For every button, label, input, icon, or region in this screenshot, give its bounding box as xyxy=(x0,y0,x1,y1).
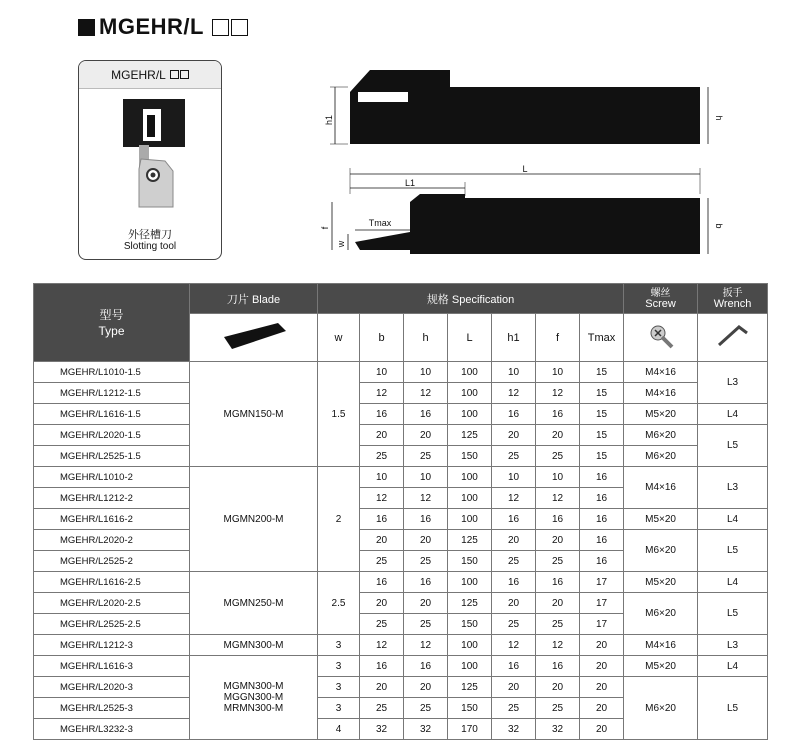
tmax-cell: 15 xyxy=(580,404,624,425)
screw-cell: M6×20 xyxy=(624,677,698,740)
type-cell: MGEHR/L2525-2 xyxy=(34,551,190,572)
h1-cell: 20 xyxy=(492,593,536,614)
type-cell: MGEHR/L2020-3 xyxy=(34,677,190,698)
L-cell: 100 xyxy=(448,362,492,383)
wrench-header xyxy=(698,284,768,314)
tmax-cell: 20 xyxy=(580,677,624,698)
screw-cell: M4×16 xyxy=(624,635,698,656)
w-cell: 4 xyxy=(318,719,360,740)
wrench-cell: L3 xyxy=(698,467,768,509)
type-cell: MGEHR/L1010-2 xyxy=(34,467,190,488)
h-cell: 25 xyxy=(404,698,448,719)
h-cell: 20 xyxy=(404,677,448,698)
wrench-cell: L4 xyxy=(698,572,768,593)
wrench-image-cell xyxy=(698,314,768,362)
w-cell: 3 xyxy=(318,698,360,719)
dim-L: L xyxy=(522,164,528,174)
L-cell: 150 xyxy=(448,551,492,572)
b-cell: 16 xyxy=(360,509,404,530)
dim-w: w xyxy=(336,240,346,248)
b-cell: 25 xyxy=(360,551,404,572)
technical-drawing xyxy=(310,62,770,272)
col-L: L xyxy=(448,314,492,362)
L-cell: 100 xyxy=(448,656,492,677)
tmax-cell: 16 xyxy=(580,488,624,509)
f-cell: 16 xyxy=(536,404,580,425)
empty-square-icon xyxy=(212,19,229,36)
caption-en: Slotting tool xyxy=(123,241,177,252)
b-cell: 32 xyxy=(360,719,404,740)
h1-cell: 10 xyxy=(492,362,536,383)
f-cell: 10 xyxy=(536,467,580,488)
screw-cell: M6×20 xyxy=(624,446,698,467)
b-cell: 25 xyxy=(360,614,404,635)
dim-h: h xyxy=(714,115,724,121)
wrench-cell: L4 xyxy=(698,656,768,677)
L-cell: 100 xyxy=(448,404,492,425)
tmax-cell: 17 xyxy=(580,614,624,635)
b-cell: 16 xyxy=(360,404,404,425)
type-cell: MGEHR/L1616-2 xyxy=(34,509,190,530)
L-cell: 100 xyxy=(448,383,492,404)
table-row xyxy=(34,635,768,656)
L-cell: 150 xyxy=(448,446,492,467)
screw-cell: M4×16 xyxy=(624,383,698,404)
col-f: f xyxy=(536,314,580,362)
h-cell: 16 xyxy=(404,509,448,530)
h-cell: 32 xyxy=(404,719,448,740)
blade-cell: MGMN200-M xyxy=(190,467,318,572)
L-cell: 100 xyxy=(448,488,492,509)
table-row xyxy=(34,362,768,383)
h-cell: 25 xyxy=(404,446,448,467)
h-cell: 25 xyxy=(404,614,448,635)
h1-cell: 16 xyxy=(492,572,536,593)
type-cell: MGEHR/L1616-3 xyxy=(34,656,190,677)
b-cell: 12 xyxy=(360,635,404,656)
f-cell: 25 xyxy=(536,446,580,467)
empty-square-icon xyxy=(170,70,179,79)
tmax-cell: 15 xyxy=(580,362,624,383)
h1-cell: 12 xyxy=(492,383,536,404)
h1-cell: 25 xyxy=(492,698,536,719)
f-cell: 20 xyxy=(536,593,580,614)
wrench-header-cn: 扳手 xyxy=(722,287,743,299)
b-cell: 12 xyxy=(360,488,404,509)
col-tmax: Tmax xyxy=(580,314,624,362)
f-cell: 20 xyxy=(536,530,580,551)
h1-cell: 20 xyxy=(492,425,536,446)
type-cell: MGEHR/L2525-2.5 xyxy=(34,614,190,635)
L-cell: 100 xyxy=(448,467,492,488)
f-cell: 16 xyxy=(536,572,580,593)
h1-cell: 25 xyxy=(492,551,536,572)
hex-wrench-icon xyxy=(715,321,751,351)
col-h: h xyxy=(404,314,448,362)
h1-cell: 20 xyxy=(492,530,536,551)
type-cell: MGEHR/L1616-2.5 xyxy=(34,572,190,593)
spec-header: 规格 Specification xyxy=(318,284,624,314)
h-cell: 16 xyxy=(404,404,448,425)
table-row xyxy=(34,446,768,467)
tmax-cell: 20 xyxy=(580,656,624,677)
blade-option: MGMN300-M xyxy=(223,681,284,692)
b-cell: 25 xyxy=(360,446,404,467)
dim-f: f xyxy=(320,226,330,230)
screw-header xyxy=(624,284,698,314)
L-cell: 150 xyxy=(448,698,492,719)
L-cell: 100 xyxy=(448,635,492,656)
screw-cell: M5×20 xyxy=(624,656,698,677)
page-title xyxy=(78,14,248,40)
screw-header-cn: 螺丝 xyxy=(650,287,671,299)
tmax-cell: 16 xyxy=(580,551,624,572)
thumbnail-title xyxy=(79,61,221,89)
b-cell: 20 xyxy=(360,593,404,614)
L-cell: 150 xyxy=(448,614,492,635)
type-cell: MGEHR/L3232-3 xyxy=(34,719,190,740)
h1-cell: 16 xyxy=(492,404,536,425)
table-row xyxy=(34,656,768,677)
h-cell: 16 xyxy=(404,572,448,593)
tmax-cell: 20 xyxy=(580,698,624,719)
w-cell: 3 xyxy=(318,677,360,698)
f-cell: 12 xyxy=(536,635,580,656)
tmax-cell: 20 xyxy=(580,719,624,740)
type-header-en: Type xyxy=(98,323,125,338)
blade-cell: MGMN250-M xyxy=(190,572,318,635)
tmax-cell: 17 xyxy=(580,572,624,593)
wrench-header-en: Wrench xyxy=(713,297,752,310)
b-cell: 16 xyxy=(360,656,404,677)
tool-thumbnail-card xyxy=(78,60,222,260)
screw-cell: M5×20 xyxy=(624,404,698,425)
tmax-cell: 20 xyxy=(580,635,624,656)
f-cell: 25 xyxy=(536,551,580,572)
f-cell: 12 xyxy=(536,383,580,404)
h1-cell: 32 xyxy=(492,719,536,740)
col-b: b xyxy=(360,314,404,362)
h1-cell: 25 xyxy=(492,614,536,635)
screw-cell: M6×20 xyxy=(624,425,698,446)
screw-icon xyxy=(646,321,676,351)
table-row xyxy=(34,425,768,446)
b-cell: 16 xyxy=(360,572,404,593)
f-cell: 20 xyxy=(536,425,580,446)
tmax-cell: 15 xyxy=(580,425,624,446)
b-cell: 25 xyxy=(360,698,404,719)
table-row xyxy=(34,572,768,593)
b-cell: 10 xyxy=(360,467,404,488)
f-cell: 10 xyxy=(536,362,580,383)
h-cell: 25 xyxy=(404,551,448,572)
blade-cell: MGMN300-M xyxy=(190,635,318,656)
blade-option: MGGN300-M xyxy=(223,692,284,703)
b-cell: 20 xyxy=(360,530,404,551)
blade-icon xyxy=(218,321,290,351)
screw-cell: M6×20 xyxy=(624,530,698,572)
table-row xyxy=(34,530,768,551)
tmax-cell: 15 xyxy=(580,383,624,404)
type-cell: MGEHR/L1212-2 xyxy=(34,488,190,509)
blade-option: MRMN300-M xyxy=(223,703,284,714)
L-cell: 125 xyxy=(448,530,492,551)
screw-cell: M5×20 xyxy=(624,572,698,593)
h1-cell: 12 xyxy=(492,488,536,509)
empty-square-icon xyxy=(180,70,189,79)
screw-cell: M4×16 xyxy=(624,467,698,509)
b-cell: 10 xyxy=(360,362,404,383)
blade-header: 刀片 Blade xyxy=(190,284,318,314)
type-cell: MGEHR/L2020-1.5 xyxy=(34,425,190,446)
tmax-cell: 17 xyxy=(580,593,624,614)
blade-cell xyxy=(190,656,318,740)
h-cell: 20 xyxy=(404,425,448,446)
blade-cell: MGMN150-M xyxy=(190,362,318,467)
thumbnail-title-text: MGEHR/L xyxy=(111,67,166,82)
type-cell: MGEHR/L1212-1.5 xyxy=(34,383,190,404)
blade-tip xyxy=(355,232,410,250)
h1-cell: 12 xyxy=(492,635,536,656)
w-cell: 3 xyxy=(318,656,360,677)
f-cell: 16 xyxy=(536,509,580,530)
thumbnail-caption xyxy=(79,229,221,253)
tmax-cell: 15 xyxy=(580,446,624,467)
wrench-cell: L5 xyxy=(698,425,768,467)
h1-cell: 20 xyxy=(492,677,536,698)
type-header xyxy=(34,284,190,362)
type-cell: MGEHR/L1616-1.5 xyxy=(34,404,190,425)
h-cell: 20 xyxy=(404,593,448,614)
table-row xyxy=(34,467,768,488)
h-cell: 20 xyxy=(404,530,448,551)
w-cell: 2.5 xyxy=(318,572,360,635)
tmax-cell: 16 xyxy=(580,509,624,530)
w-cell: 3 xyxy=(318,635,360,656)
table-row xyxy=(34,677,768,698)
caption-cn: 外径槽刀 xyxy=(128,229,172,241)
slotting-tool-illustration xyxy=(79,89,222,229)
type-cell: MGEHR/L2525-3 xyxy=(34,698,190,719)
h1-cell: 16 xyxy=(492,509,536,530)
wrench-cell: L5 xyxy=(698,593,768,635)
dim-h1: h1 xyxy=(324,114,334,126)
h-cell: 12 xyxy=(404,383,448,404)
table-row xyxy=(34,404,768,425)
table-row xyxy=(34,509,768,530)
L-cell: 100 xyxy=(448,572,492,593)
wrench-cell: L5 xyxy=(698,530,768,572)
h-cell: 12 xyxy=(404,635,448,656)
blade-image-cell xyxy=(190,314,318,362)
wrench-cell: L4 xyxy=(698,404,768,425)
wrench-cell: L4 xyxy=(698,509,768,530)
h1-cell: 16 xyxy=(492,656,536,677)
black-square-icon xyxy=(78,19,95,36)
type-header-cn: 型号 xyxy=(99,307,124,322)
wrench-cell: L3 xyxy=(698,635,768,656)
h1-cell: 25 xyxy=(492,446,536,467)
h-cell: 10 xyxy=(404,362,448,383)
f-cell: 12 xyxy=(536,488,580,509)
f-cell: 16 xyxy=(536,656,580,677)
h1-cell: 10 xyxy=(492,467,536,488)
screw-header-en: Screw xyxy=(645,297,676,310)
f-cell: 25 xyxy=(536,614,580,635)
top-view-body xyxy=(410,194,700,254)
f-cell: 20 xyxy=(536,677,580,698)
tmax-cell: 16 xyxy=(580,467,624,488)
col-w: w xyxy=(318,314,360,362)
L-cell: 100 xyxy=(448,509,492,530)
f-cell: 25 xyxy=(536,698,580,719)
side-view-body xyxy=(350,70,700,144)
type-cell: MGEHR/L1010-1.5 xyxy=(34,362,190,383)
type-cell: MGEHR/L1212-3 xyxy=(34,635,190,656)
h-cell: 12 xyxy=(404,488,448,509)
type-cell: MGEHR/L2020-2 xyxy=(34,530,190,551)
L-cell: 125 xyxy=(448,677,492,698)
screw-cell: M4×16 xyxy=(624,362,698,383)
f-cell: 32 xyxy=(536,719,580,740)
w-cell: 1.5 xyxy=(318,362,360,467)
empty-square-icon xyxy=(231,19,248,36)
b-cell: 20 xyxy=(360,677,404,698)
L-cell: 125 xyxy=(448,425,492,446)
h-cell: 10 xyxy=(404,467,448,488)
wrench-cell: L3 xyxy=(698,362,768,404)
screw-image-cell xyxy=(624,314,698,362)
dim-L1: L1 xyxy=(404,178,416,188)
h-cell: 16 xyxy=(404,656,448,677)
screw-cell: M6×20 xyxy=(624,593,698,635)
table-row xyxy=(34,593,768,614)
screw-cell: M5×20 xyxy=(624,509,698,530)
table-row xyxy=(34,383,768,404)
dim-b: b xyxy=(714,223,724,229)
type-cell: MGEHR/L2525-1.5 xyxy=(34,446,190,467)
dim-Tmax: Tmax xyxy=(368,218,392,228)
b-cell: 12 xyxy=(360,383,404,404)
b-cell: 20 xyxy=(360,425,404,446)
L-cell: 125 xyxy=(448,593,492,614)
L-cell: 170 xyxy=(448,719,492,740)
page-title-text: MGEHR/L xyxy=(99,14,204,39)
wrench-cell: L5 xyxy=(698,677,768,740)
type-cell: MGEHR/L2020-2.5 xyxy=(34,593,190,614)
tmax-cell: 16 xyxy=(580,530,624,551)
col-h1: h1 xyxy=(492,314,536,362)
w-cell: 2 xyxy=(318,467,360,572)
specification-table xyxy=(33,283,768,740)
